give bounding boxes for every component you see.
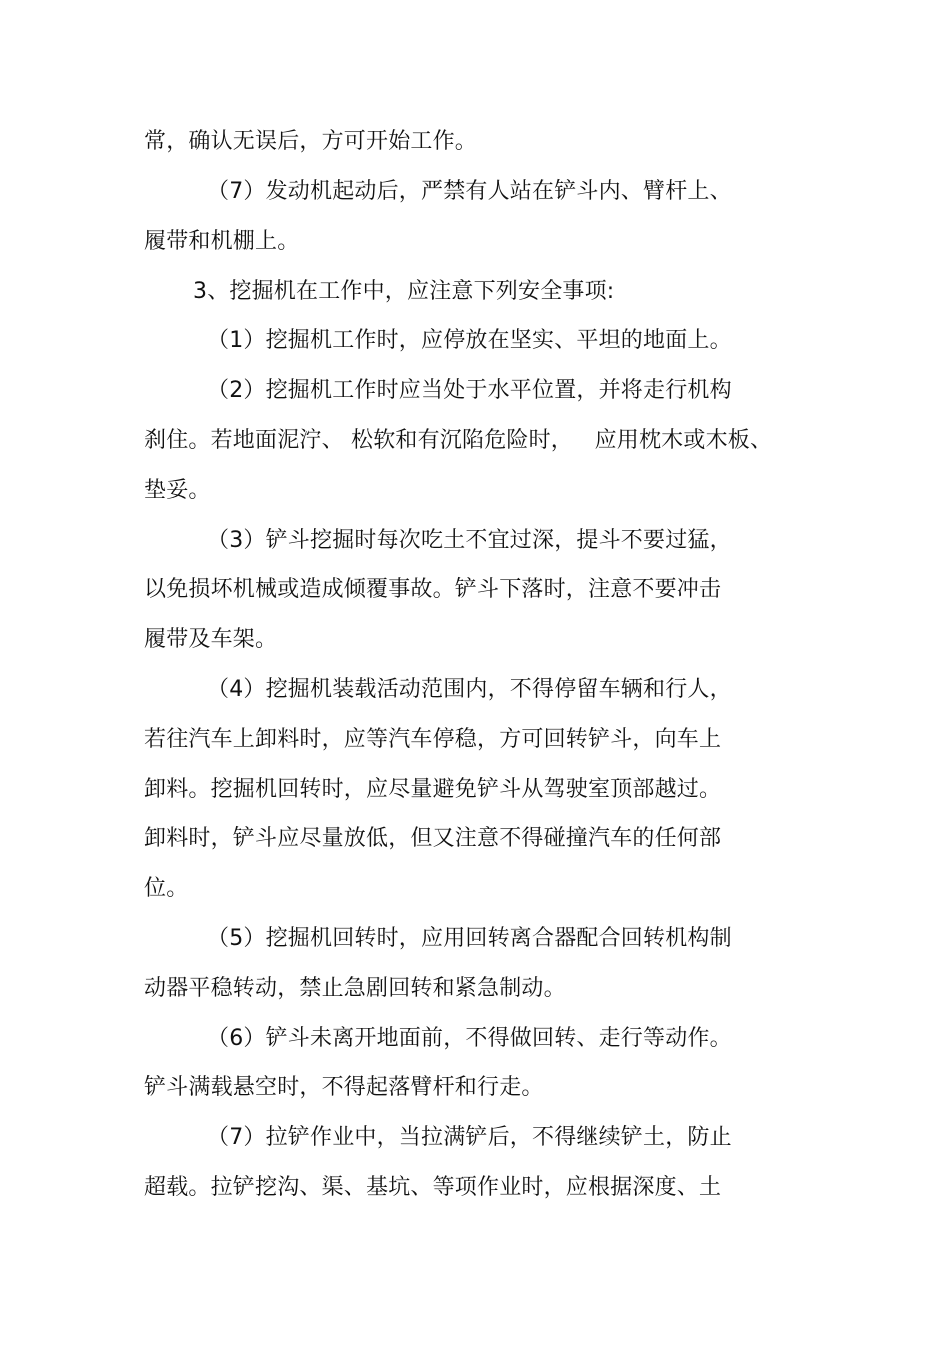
text-line: （2）挖掘机工作时应当处于水平位置，并将走行机构	[207, 378, 732, 403]
text-line: 刹住。若地面泥泞、 松软和有沉陷危险时， 应用枕木或木板、	[144, 428, 773, 453]
text-line: 超载。拉铲挖沟、渠、基坑、等项作业时，应根据深度、土	[144, 1175, 722, 1200]
text-line: 若往汽车上卸料时，应等汽车停稳，方可回转铲斗，向车上	[144, 727, 722, 752]
text-line: 以免损坏机械或造成倾覆事故。铲斗下落时，注意不要冲击	[144, 577, 722, 602]
text-line: （5）挖掘机回转时，应用回转离合器配合回转机构制	[207, 926, 732, 951]
text-line: 动器平稳转动，禁止急剧回转和紧急制动。	[144, 976, 566, 1001]
text-line: 垫妥。	[144, 478, 211, 503]
text-line: 位。	[144, 876, 189, 901]
text-line: （4）挖掘机装载活动范围内，不得停留车辆和行人，	[207, 677, 732, 702]
text-line: 铲斗满载悬空时，不得起落臂杆和行走。	[144, 1075, 544, 1100]
text-line: 卸料时，铲斗应尽量放低，但又注意不得碰撞汽车的任何部	[144, 826, 722, 851]
text-line: （7）发动机起动后，严禁有人站在铲斗内、臂杆上、	[207, 179, 732, 204]
section-heading: 3、挖掘机在工作中，应注意下列安全事项:	[193, 279, 615, 304]
text-line: 常，确认无误后，方可开始工作。	[144, 129, 478, 154]
text-line: 卸料。挖掘机回转时，应尽量避免铲斗从驾驶室顶部越过。	[144, 777, 722, 802]
text-line: （3）铲斗挖掘时每次吃土不宜过深，提斗不要过猛，	[207, 528, 732, 553]
text-line: （1）挖掘机工作时，应停放在坚实、平坦的地面上。	[207, 328, 732, 353]
text-line: （7）拉铲作业中，当拉满铲后，不得继续铲土，防止	[207, 1125, 732, 1150]
text-line: 履带和机棚上。	[144, 229, 300, 254]
text-line: （6）铲斗未离开地面前，不得做回转、走行等动作。	[207, 1026, 732, 1051]
text-line: 履带及车架。	[144, 627, 278, 652]
